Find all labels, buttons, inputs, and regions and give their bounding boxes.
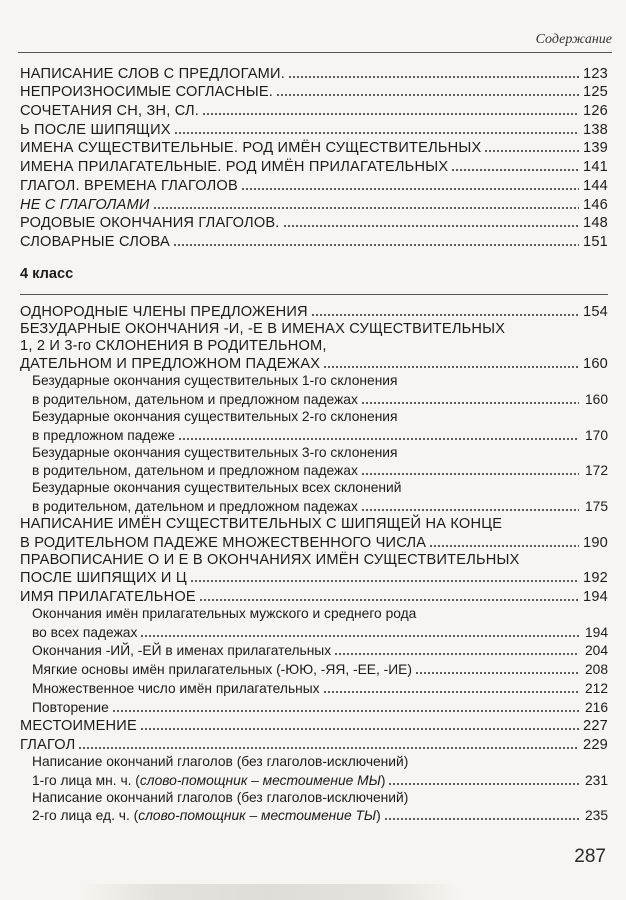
toc-entry-line: БЕЗУДАРНЫЕ ОКОНЧАНИЯ -И, -Е В ИМЕНАХ СУЩЕСТВИТЕЛЬНЫХ: [20, 320, 506, 337]
toc-subentry: в родительном, дательном и предложном падежах 172: [32, 463, 608, 479]
toc-subentry: 1-го лица мн. ч. (слово-помощник – местоимение МЫ) 231: [32, 772, 608, 788]
toc-subentry: в предложном падеже 170: [32, 427, 608, 443]
toc-entry: РОДОВЫЕ ОКОНЧАНИЯ ГЛАГОЛОВ. 148: [20, 215, 608, 232]
toc-subentry: в родительном, дательном и предложном падежах 175: [32, 499, 608, 514]
toc-subentry-line: Написание окончаний глаголов (без глаголов-исключений): [32, 789, 409, 805]
page-number: 287: [574, 846, 606, 867]
toc-entry: Ь ПОСЛЕ ШИПЯЩИХ 138: [20, 121, 608, 138]
toc-subentry-line: Окончания имён прилагательных мужского и среднего рода: [32, 606, 417, 622]
toc-entry: ГЛАГОЛ. ВРЕМЕНА ГЛАГОЛОВ 144: [20, 177, 608, 194]
show-through-shadow: [80, 884, 460, 900]
toc-entry: МЕСТОИМЕНИЕ 227: [20, 718, 608, 735]
toc-entry-line: ПРАВОПИСАНИЕ О И Е В ОКОНЧАНИЯХ ИМЁН СУЩЕСТВИТЕЛЬНЫХ: [20, 551, 520, 568]
toc-subentry: Окончания -ИЙ, -ЕЙ в именах прилагательных 204: [32, 643, 608, 659]
toc-subentry: 2-го лица ед. ч. (слово-помощник – местоимение ТЫ) 235: [32, 808, 608, 824]
toc-subentry: Повторение 216: [32, 699, 608, 715]
toc-subentry: во всех падежах 194: [32, 624, 608, 640]
toc-entry: В РОДИТЕЛЬНОМ ПАДЕЖЕ МНОЖЕСТВЕННОГО ЧИСЛА 190: [20, 534, 608, 551]
toc-entry: ОДНОРОДНЫЕ ЧЛЕНЫ ПРЕДЛОЖЕНИЯ 154: [20, 303, 608, 320]
toc-subentry-line: Безударные окончания существительных 1-го склонения: [32, 373, 398, 389]
grade-heading: 4 класс: [20, 265, 74, 282]
toc-entry: ИМЯ ПРИЛАГАТЕЛЬНОЕ 194: [20, 589, 608, 606]
divider: [20, 294, 608, 295]
running-header: [18, 30, 612, 53]
table-of-contents: [20, 63, 608, 824]
toc-entry: ИМЕНА ПРИЛАГАТЕЛЬНЫЕ. РОД ИМЁН ПРИЛАГАТЕЛЬНЫХ 141: [20, 159, 608, 176]
toc-entry: НАПИСАНИЕ СЛОВ С ПРЕДЛОГАМИ. 123: [20, 65, 608, 82]
toc-entry: ИМЕНА СУЩЕСТВИТЕЛЬНЫЕ. РОД ИМЁН СУЩЕСТВИТЕЛЬНЫХ 139: [20, 140, 608, 157]
toc-entry: НЕПРОИЗНОСИМЫЕ СОГЛАСНЫЕ. 125: [20, 84, 608, 101]
toc-entry-line: 1, 2 И 3-го СКЛОНЕНИЯ В РОДИТЕЛЬНОМ,: [20, 337, 327, 354]
toc-entry: СЛОВАРНЫЕ СЛОВА 151: [20, 233, 608, 250]
toc-subentry-line: Безударные окончания существительных всех склонений: [32, 480, 402, 496]
toc-subentry: в родительном, дательном и предложном падежах 160: [32, 391, 608, 407]
toc-entry: ПОСЛЕ ШИПЯЩИХ И Ц 192: [20, 570, 608, 587]
toc-entry: СОЧЕТАНИЯ СН, ЗН, СЛ. 126: [20, 103, 608, 120]
toc-subentry-line: Безударные окончания существительных 2-го склонения: [32, 408, 398, 424]
toc-entry: ДАТЕЛЬНОМ И ПРЕДЛОЖНОМ ПАДЕЖАХ 160: [20, 356, 608, 373]
toc-entry-line: НАПИСАНИЕ ИМЁН СУЩЕСТВИТЕЛЬНЫХ С ШИПЯЩЕЙ НА КОНЦЕ: [20, 516, 503, 532]
toc-subentry-line: Написание окончаний глаголов (без глаголов-исключений): [32, 753, 409, 769]
header-title: Содержание: [535, 32, 612, 47]
toc-subentry-line: Безударные окончания существительных 3-го склонения: [32, 444, 398, 460]
toc-entry: ГЛАГОЛ 229: [20, 736, 608, 753]
toc-subentry: Множественное число имён прилагательных 212: [32, 680, 608, 696]
toc-subentry: Мягкие основы имён прилагательных (-ЮЮ, -ЯЯ, -ЕЕ, -ИЕ) 208: [32, 662, 608, 678]
toc-entry: НЕ С ГЛАГОЛАМИ 146: [20, 196, 608, 213]
